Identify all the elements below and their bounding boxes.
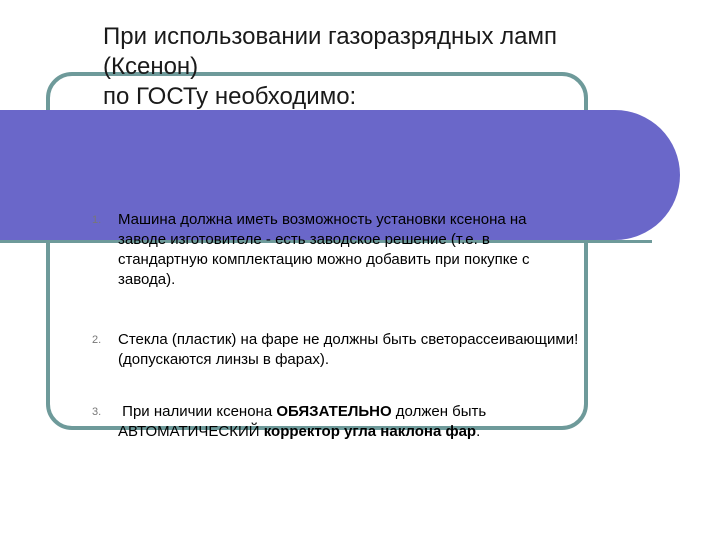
item-1-line-1: Машина должна иметь возможность установки ксенона на bbox=[118, 211, 527, 228]
list-item-1 bbox=[118, 210, 698, 290]
title-line-3: по ГОСТу необходимо: bbox=[103, 83, 357, 110]
item-number-2: 2. bbox=[92, 334, 102, 346]
item-2-line-1: Стекла (пластик) на фаре не должны быть светорассеивающими! bbox=[118, 331, 579, 348]
item-3-pre: При наличии ксенона bbox=[118, 403, 277, 420]
item-2-line-2: (допускаются линзы в фарах). bbox=[118, 351, 330, 368]
item-3-line-2 bbox=[118, 422, 698, 442]
item-1-line-4: завода). bbox=[118, 271, 176, 288]
item-1-line-3: стандартную комплектацию можно добавить при покупке с bbox=[118, 251, 530, 268]
title-line-1: При использовании газоразрядных ламп bbox=[103, 23, 557, 50]
item-3-line-1 bbox=[118, 402, 698, 422]
item-3-bold-mandatory: ОБЯЗАТЕЛЬНО bbox=[276, 403, 392, 420]
item-number-1: 1. bbox=[92, 214, 102, 226]
item-3-plain: АВТОМАТИЧЕСКИЙ bbox=[118, 423, 264, 440]
item-3-mid: должен быть bbox=[391, 403, 487, 420]
slide-title bbox=[103, 22, 693, 112]
list-item-3 bbox=[118, 402, 698, 442]
item-1-line-2: заводе изготовителе - есть заводское решение (т.е. в bbox=[118, 231, 490, 248]
title-line-2: (Ксенон) bbox=[103, 53, 199, 80]
item-3-end: . bbox=[476, 423, 481, 440]
item-number-3: 3. bbox=[92, 406, 102, 418]
item-3-bold-corrector: корректор угла наклона фар bbox=[263, 423, 477, 440]
list-item-2 bbox=[118, 330, 698, 370]
